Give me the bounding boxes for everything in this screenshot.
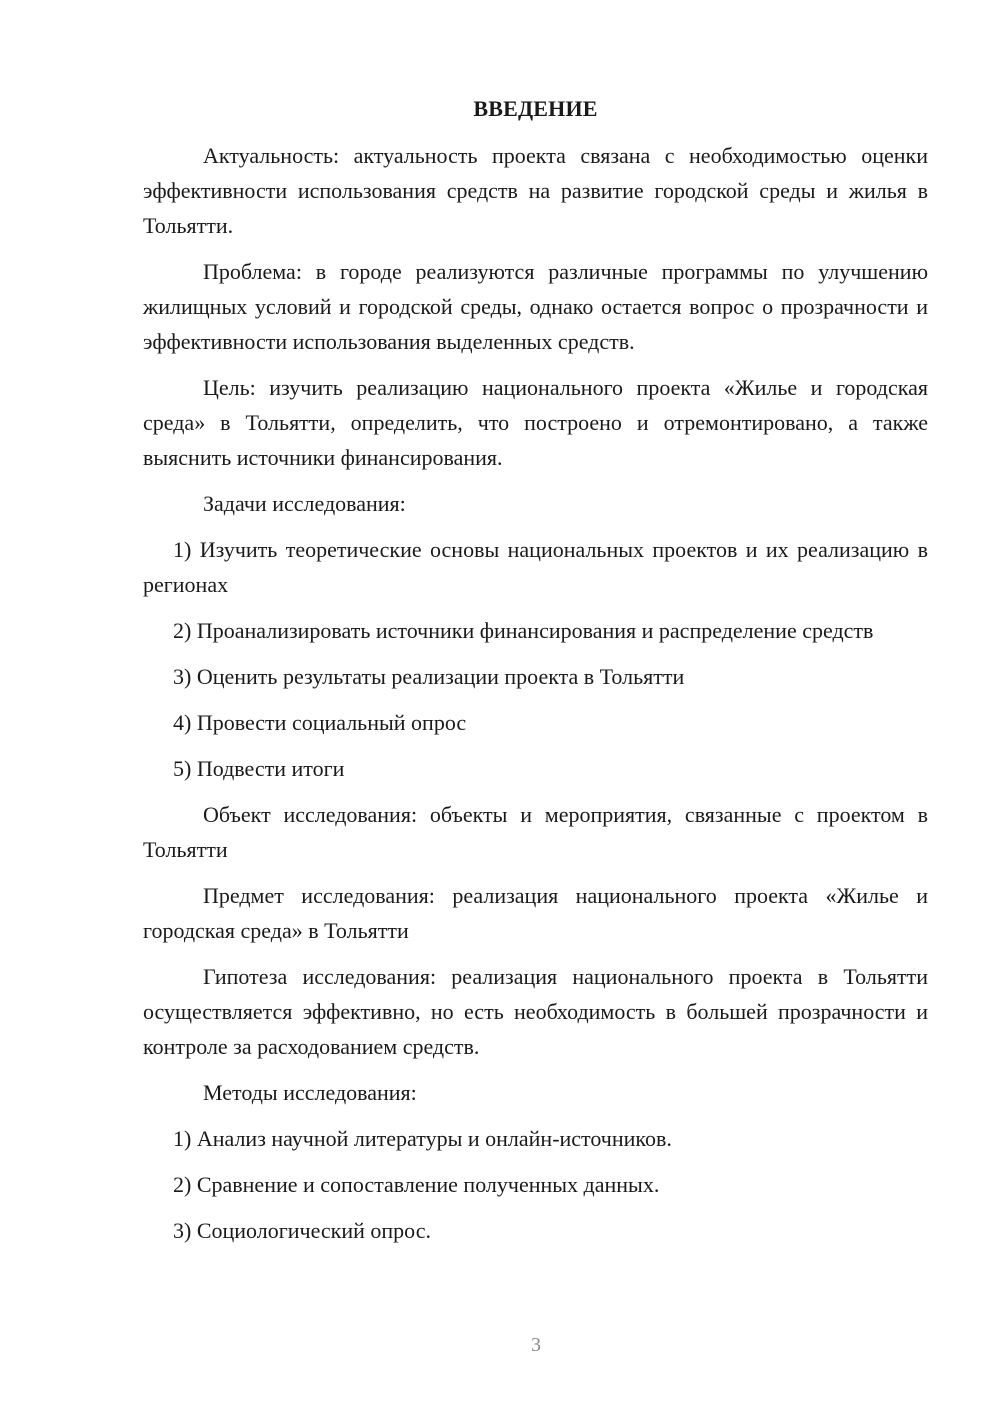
goal-paragraph: Цель: изучить реализацию национального проекта «Жилье и городская среда» в Тольятти, определить, что построено и отремонтировано, а также выяснить источники финансирования.	[143, 375, 928, 470]
subject-paragraph: Предмет исследования: реализация национального проекта «Жилье и городская среда» в Тольятти	[143, 883, 928, 943]
task-item-2: 2) Проанализировать источники финансирования и распределение средств	[173, 618, 874, 643]
method-item-3: 3) Социологический опрос.	[173, 1218, 431, 1243]
problem-paragraph: Проблема: в городе реализуются различные программы по улучшению жилищных условий и городской среды, однако остается вопрос о прозрачности и эффективности использования выделенных средств.	[143, 259, 928, 354]
methods-heading: Методы исследования:	[203, 1080, 417, 1105]
task-item-3: 3) Оценить результаты реализации проекта в Тольятти	[173, 664, 685, 689]
object-paragraph: Объект исследования: объекты и мероприятия, связанные с проектом в Тольятти	[143, 802, 928, 862]
task-item-5: 5) Подвести итоги	[173, 756, 345, 781]
task-item-1: 1) Изучить теоретические основы национальных проектов и их реализацию в регионах	[143, 537, 928, 597]
method-item-1: 1) Анализ научной литературы и онлайн-источников.	[173, 1126, 672, 1151]
tasks-heading: Задачи исследования:	[203, 491, 406, 516]
relevance-paragraph: Актуальность: актуальность проекта связана с необходимостью оценки эффективности использования средств на развитие городской среды и жилья в Тольятти.	[143, 143, 928, 238]
page-number: 3	[531, 1334, 541, 1356]
method-item-2: 2) Сравнение и сопоставление полученных данных.	[173, 1172, 660, 1197]
hypothesis-paragraph: Гипотеза исследования: реализация национального проекта в Тольятти осуществляется эффективно, но есть необходимость в большей прозрачности и контроле за расходованием средств.	[143, 964, 928, 1059]
task-item-4: 4) Провести социальный опрос	[173, 710, 467, 735]
section-title: ВВЕДЕНИЕ	[473, 96, 598, 121]
document-page	[143, 94, 928, 1259]
